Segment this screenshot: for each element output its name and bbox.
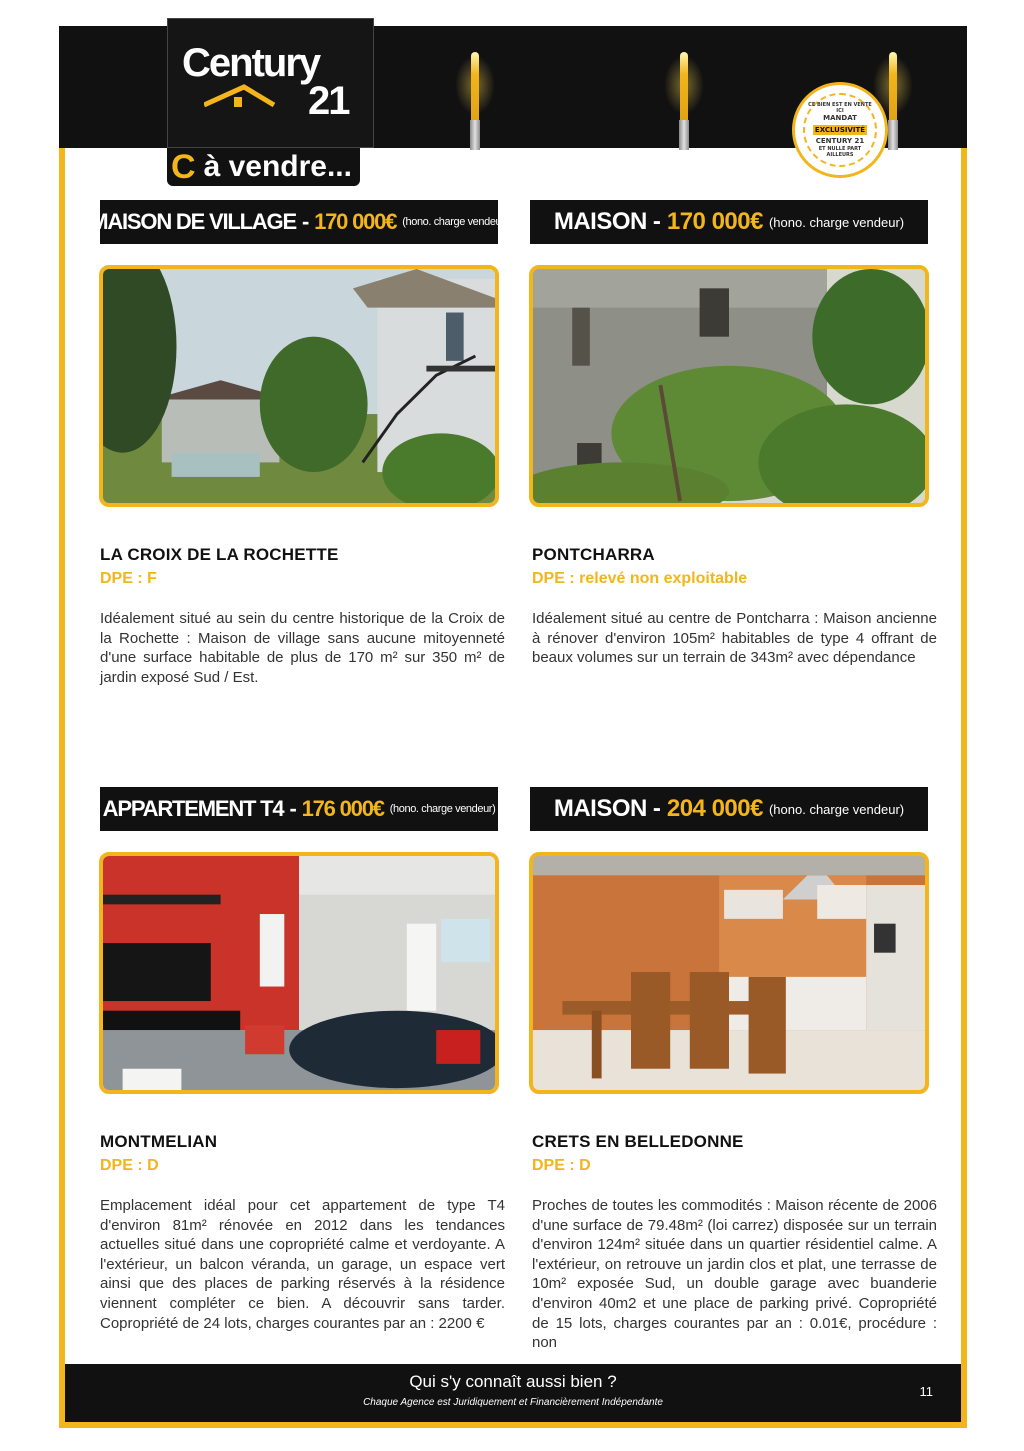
- listing-description: Proches de toutes les commodités : Maison récente de 2006 d'une surface de 79.48m² (loi carrez) disposée sur un terrain d'environ 124m² située dans un quartier résidentiel calme. A l'extérieur, on retrouve un jardin clos et plat, une terrasse de 10m² exposée Sud, un double garage avec buanderie d'environ 40m2 et une place de parking privé. Copropriété de 15 lots, charges courantes par an : 0.01€, procédure : non: [532, 1197, 937, 1352]
- listing-banner: [530, 787, 928, 831]
- listing-description: Emplacement idéal pour cet appartement de type T4 d'environ 81m² rénovée en 2012 dans les tendances actuelles situé dans une copropriété calme et verdoyante. A l'extérieur, un balcon véranda, un garage, un espace vert ainsi que des places de parking réservés à la résidence viennent compléter ce bien. A découvrir sans tarder. Copropriété de 24 lots, charges courantes par an : 2200 €: [100, 1197, 505, 1332]
- listing-type: APPARTEMENT T4: [102, 796, 284, 821]
- lamp-post: [679, 120, 689, 150]
- listing-description: Idéalement situé au centre de Pontcharra : Maison ancienne à rénover d'environ 105m² habitables de type 4 offrant de beaux volumes sur un terrain de 343m² avec dépendance: [532, 610, 937, 667]
- seal-exclusive: EXCLUSIVITÉ: [814, 125, 866, 134]
- listing-fee-note: (hono. charge vendeur): [768, 801, 905, 817]
- century21-logo[interactable]: [167, 18, 374, 148]
- tagline: [167, 148, 360, 186]
- listing-type: MAISON: [553, 795, 647, 822]
- listing-price: 170 000€: [314, 209, 397, 234]
- listing-description: Idéalement situé au sein du centre historique de la Croix de la Rochette : Maison de village sans aucune mitoyenneté d'une surface habitable de plus de 170 m² sur 350 m² de jardin exposé Sud / Est.: [100, 610, 505, 686]
- logo-number: 21: [308, 79, 349, 123]
- tagline-text: à vendre...: [203, 150, 352, 183]
- listing-dpe: DPE : relevé non exploitable: [532, 570, 748, 587]
- seal-line: ET NULLE PART AILLEURS: [818, 145, 862, 158]
- tagline-c: C: [171, 147, 196, 186]
- lamp-post: [888, 120, 898, 150]
- listing-fee-note: (hono. charge vendeur): [402, 216, 508, 228]
- footer-question: Qui s'y connaît aussi bien ?: [409, 1372, 617, 1391]
- logo-wordmark: Century: [182, 41, 320, 85]
- listing-fee-note: (hono. charge vendeur): [389, 803, 496, 815]
- listing-price: 176 000€: [301, 796, 384, 821]
- listing-separator: -: [652, 795, 661, 822]
- footer-legal-note: Chaque Agence est Juridiquement et Financièrement Indépendante: [363, 1397, 663, 1408]
- listing-separator: -: [301, 209, 309, 234]
- seal-line: CE BIEN EST EN VENTE ICI: [808, 102, 872, 115]
- listing-dpe: DPE : F: [100, 570, 157, 587]
- listing-price: 170 000€: [666, 208, 763, 235]
- seal-line: CENTURY 21: [815, 137, 865, 146]
- footer-bar: [65, 1364, 961, 1422]
- listing-dpe: DPE : D: [532, 1157, 591, 1174]
- listing-separator: -: [652, 208, 661, 235]
- listing-dpe: DPE : D: [100, 1157, 159, 1174]
- listing-town: PONTCHARRA: [532, 545, 655, 564]
- listing-separator: -: [289, 796, 296, 821]
- listing-photo-village-house[interactable]: [99, 265, 499, 507]
- lamp-post: [470, 120, 480, 150]
- listing-type: MAISON: [553, 208, 647, 235]
- page-number: 11: [919, 1384, 933, 1399]
- house-roof-icon: [204, 81, 294, 109]
- seal-line: MANDAT: [823, 114, 857, 123]
- listing-town: LA CROIX DE LA ROCHETTE: [100, 545, 339, 564]
- exclusivity-seal: [792, 82, 888, 178]
- listing-town: MONTMELIAN: [100, 1132, 218, 1151]
- listing-banner: [100, 787, 498, 831]
- listing-photo-living-room[interactable]: [99, 852, 499, 1094]
- listing-photo-kitchen[interactable]: [529, 852, 929, 1094]
- listing-type: MAISON DE VILLAGE: [90, 209, 296, 234]
- listing-photo-stone-house[interactable]: [529, 265, 929, 507]
- listing-banner: [530, 200, 928, 244]
- listing-fee-note: (hono. charge vendeur): [768, 214, 905, 230]
- listing-town: CRETS EN BELLEDONNE: [532, 1132, 744, 1151]
- listing-price: 204 000€: [666, 795, 763, 822]
- listing-banner: [90, 200, 508, 244]
